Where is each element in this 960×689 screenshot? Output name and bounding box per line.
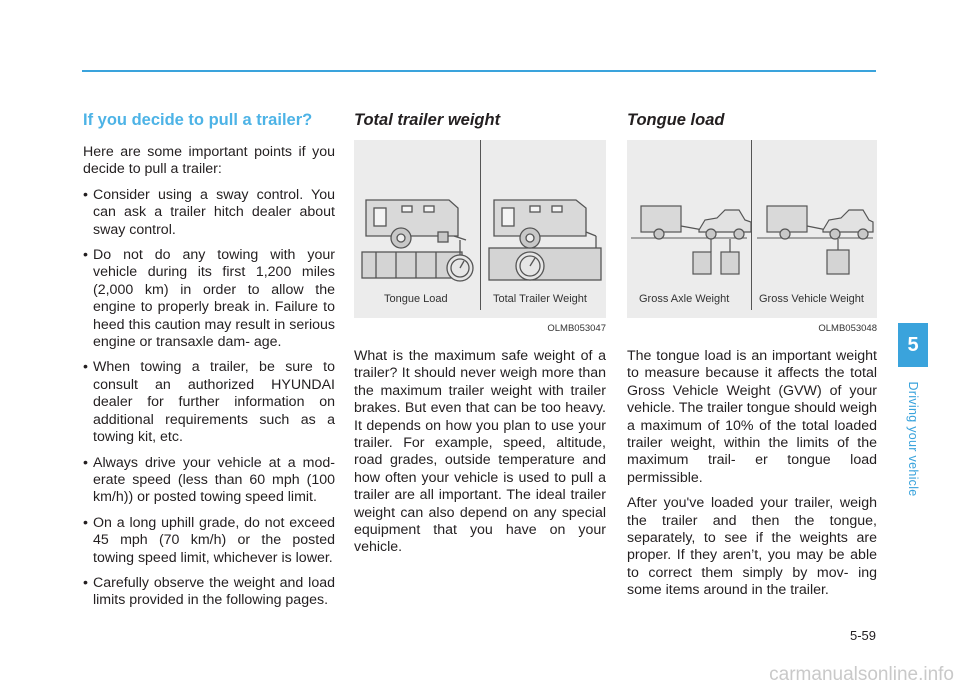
column-trailer-points — [83, 110, 335, 618]
section-heading: If you decide to pull a trailer? — [83, 111, 313, 129]
bullet-dot-icon: • — [83, 359, 88, 376]
figure-code-bar — [354, 318, 606, 336]
weighing-paragraph: After you've loaded your trailer, weigh the trailer and then the tongue, separately, to see if the weights are proper. If they aren’t, you may be able to correct them simply by mov- ing some items around in the trailer. — [627, 495, 877, 599]
subsection-heading: Tongue load — [627, 111, 725, 129]
caption-gross-vehicle-weight: Gross Vehicle Weight — [759, 293, 864, 305]
intro-paragraph: Here are some important points if you decide to pull a trailer: — [83, 144, 335, 178]
bullet-text: When towing a trailer, be sure to consult an authorized HYUNDAI dealer for further information on additional requirements such as a towing kit, etc. — [93, 359, 335, 446]
caption-tongue-load: Tongue Load — [384, 293, 448, 305]
figure-divider — [480, 140, 481, 310]
subsection-heading: Total trailer weight — [354, 111, 501, 129]
bullet-item — [83, 575, 335, 610]
bullet-text: Always drive your vehicle at a mod- erate speed (less than 60 mph (100 km/h)) or posted towing speed limit. — [93, 454, 335, 506]
bullet-dot-icon: • — [83, 574, 88, 591]
caption-gross-axle-weight: Gross Axle Weight — [639, 293, 730, 305]
figure-code: OLMB053047 — [547, 323, 606, 334]
bullet-item — [83, 359, 335, 446]
figure-tongue-load — [627, 140, 877, 336]
figure-code: OLMB053048 — [818, 323, 877, 334]
top-rule — [82, 70, 876, 72]
figure-total-trailer-weight — [354, 140, 606, 336]
chapter-label — [905, 374, 921, 504]
watermark: carmanualsonline.info — [769, 664, 954, 685]
bullet-item — [83, 247, 335, 351]
figure-divider — [751, 140, 752, 310]
bullet-dot-icon: • — [83, 186, 88, 203]
column-tongue-load — [627, 110, 877, 608]
chapter-title: Driving your vehicle — [906, 381, 920, 497]
bullet-dot-icon: • — [83, 514, 88, 531]
bullet-item — [83, 515, 335, 567]
figure-code-bar — [627, 318, 877, 336]
bullet-item — [83, 455, 335, 507]
chapter-tab: 5 — [898, 323, 928, 367]
total-trailer-weight-paragraph: What is the maximum safe weight of a trailer? It should never weigh more than the maximum trailer weight with trailer brakes. But even that can be too heavy. It depends on how you plan to use your trailer. For example, speed, altitude, road grades, outside temperature and how often your vehicle is used to pull a trailer are all important. The ideal trailer weight can also depend on any special equipment that you have on your vehicle. — [354, 348, 606, 556]
bullet-text: On a long uphill grade, do not exceed 45 mph (70 km/h) or the posted towing speed limit, whichever is lower. — [93, 514, 335, 566]
bullet-text: Consider using a sway control. You can ask a trailer hitch dealer about sway control. — [93, 186, 335, 238]
bullet-dot-icon: • — [83, 247, 88, 264]
bullet-text: Carefully observe the weight and load limits provided in the following pages. — [93, 574, 335, 609]
bullet-text: Do not do any towing with your vehicle during its first 1,200 miles (2,000 km) in order to allow the engine to properly break in. Failure to heed this caution may result in serious engine or transaxle dam- age. — [93, 247, 335, 351]
page-number: 5-59 — [849, 628, 876, 643]
bullet-dot-icon: • — [83, 454, 88, 471]
column-total-trailer-weight — [354, 110, 606, 565]
axle-weight-illustration — [627, 140, 877, 336]
bullet-item — [83, 187, 335, 239]
caption-total-trailer-weight: Total Trailer Weight — [493, 293, 587, 305]
tongue-load-paragraph: The tongue load is an important weight to measure because it affects the total Gross Vehicle Weight (GVW) of your vehicle. The trailer tongue should weigh a maximum of 10% of the total loaded trailer weight, within the limits of the maximum trail- er tongue load permissible. — [627, 348, 877, 486]
bullet-list — [83, 187, 335, 610]
